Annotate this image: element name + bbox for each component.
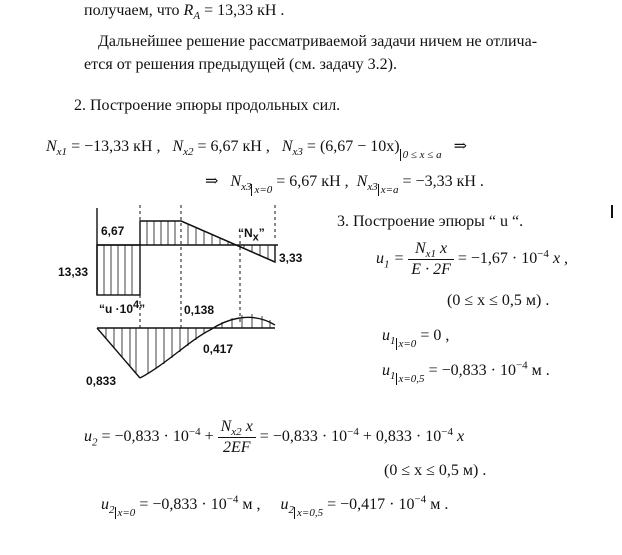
n-label: “$N_x$” bbox=[238, 226, 265, 244]
ra-subscript: A bbox=[193, 10, 201, 23]
section3-heading: 3. Построение эпюры “ u “. bbox=[337, 213, 524, 230]
nx3-expression: = (6,67 − 10x) bbox=[306, 138, 400, 155]
u-value-417: 0,417 bbox=[203, 342, 234, 356]
ra-symbol: R bbox=[183, 2, 194, 19]
section2-heading: 2. Построение эпюры продольных сил. bbox=[74, 97, 341, 114]
forces-line-1: $N_{x1} = -13,33$ кН , $N_{x2} = 6,67$ кН , $N_{x3} = (6,67 - 10x) 0 \le x \le a$ ⇒ bbox=[46, 138, 467, 161]
u1-at05: $u_1$ $x=0,5 = -0,833 \cdot 10^{-4}$ м . bbox=[382, 359, 550, 385]
u2-range: (0 ≤ x ≤ 0,5 м) . bbox=[384, 462, 487, 479]
n-value-left: 13,33 bbox=[58, 265, 89, 279]
nx3-range: 0 ≤ x ≤ a bbox=[400, 149, 442, 161]
u-value-138: 0,138 bbox=[184, 303, 215, 317]
n-value-right: 3,33 bbox=[279, 251, 303, 265]
nx3-at0-value: = 6,67 кН , bbox=[276, 173, 349, 190]
intro-prefix: получаем, что bbox=[84, 2, 180, 19]
u2-formula: $u_2 = -0,833 \cdot 10^{-4}$ + $\frac{N_{x2} x}{2EF}$ = $-0,833 \cdot 10^{-4} + 0,833 \cdot 10^{-4}$ x bbox=[84, 418, 465, 456]
u1-range: (0 ≤ x ≤ 0,5 м) . bbox=[447, 292, 550, 309]
implies-arrow-1: ⇒ bbox=[453, 138, 467, 155]
u2-fraction: $\frac{N_{x2} x}{2EF}$ bbox=[218, 418, 256, 457]
paragraph-line-1: Дальнейшее решение рассматриваемой задачи ничем не отлича- bbox=[98, 33, 538, 50]
nx1-value: = −13,33 кН , bbox=[71, 138, 161, 155]
u1-formula: $u_1$ = $\frac{N_{x1} x}{E \cdot 2F}$ = $-1,67 \cdot 10^{-4}$ x , bbox=[376, 240, 569, 278]
forces-line-2: ⇒ $N_{x3}$ x=0 = 6,67 кН , $N_{x3}$ x=a = −3,33 кН . bbox=[205, 173, 484, 196]
u2-endpoints: $u_2$ $x=0 = -0,833 \cdot 10^{-4}$ м , $u_2$ $x=0,5 = -0,417 \cdot 10^{-4}$ м . bbox=[101, 493, 449, 519]
nx3-at0-sub: x=0 bbox=[251, 184, 272, 196]
ra-value: = 13,33 кН . bbox=[204, 2, 285, 19]
nx3-ata-value: = −3,33 кН . bbox=[402, 173, 484, 190]
u1-fraction: $\frac{N_{x1} x}{E \cdot 2F}$ bbox=[408, 240, 454, 279]
u-segment-1 bbox=[97, 328, 140, 378]
u1-at0: $u_1$ x=0 = 0 , bbox=[382, 327, 450, 350]
nx3-ata-sub: x=a bbox=[378, 184, 399, 196]
implies-arrow-2: ⇒ bbox=[205, 173, 219, 190]
nx2-value: = 6,67 кН , bbox=[197, 138, 270, 155]
n-neg-rect bbox=[97, 245, 140, 295]
paragraph-line-2: ется от решения предыдущей (см. задачу 3.2). bbox=[84, 56, 397, 73]
n-value-top: 6,67 bbox=[101, 224, 125, 238]
u-label: “$u \cdot 10^4$” bbox=[99, 299, 146, 316]
u-hatching bbox=[106, 314, 270, 374]
u-value-833: 0,833 bbox=[86, 374, 117, 388]
